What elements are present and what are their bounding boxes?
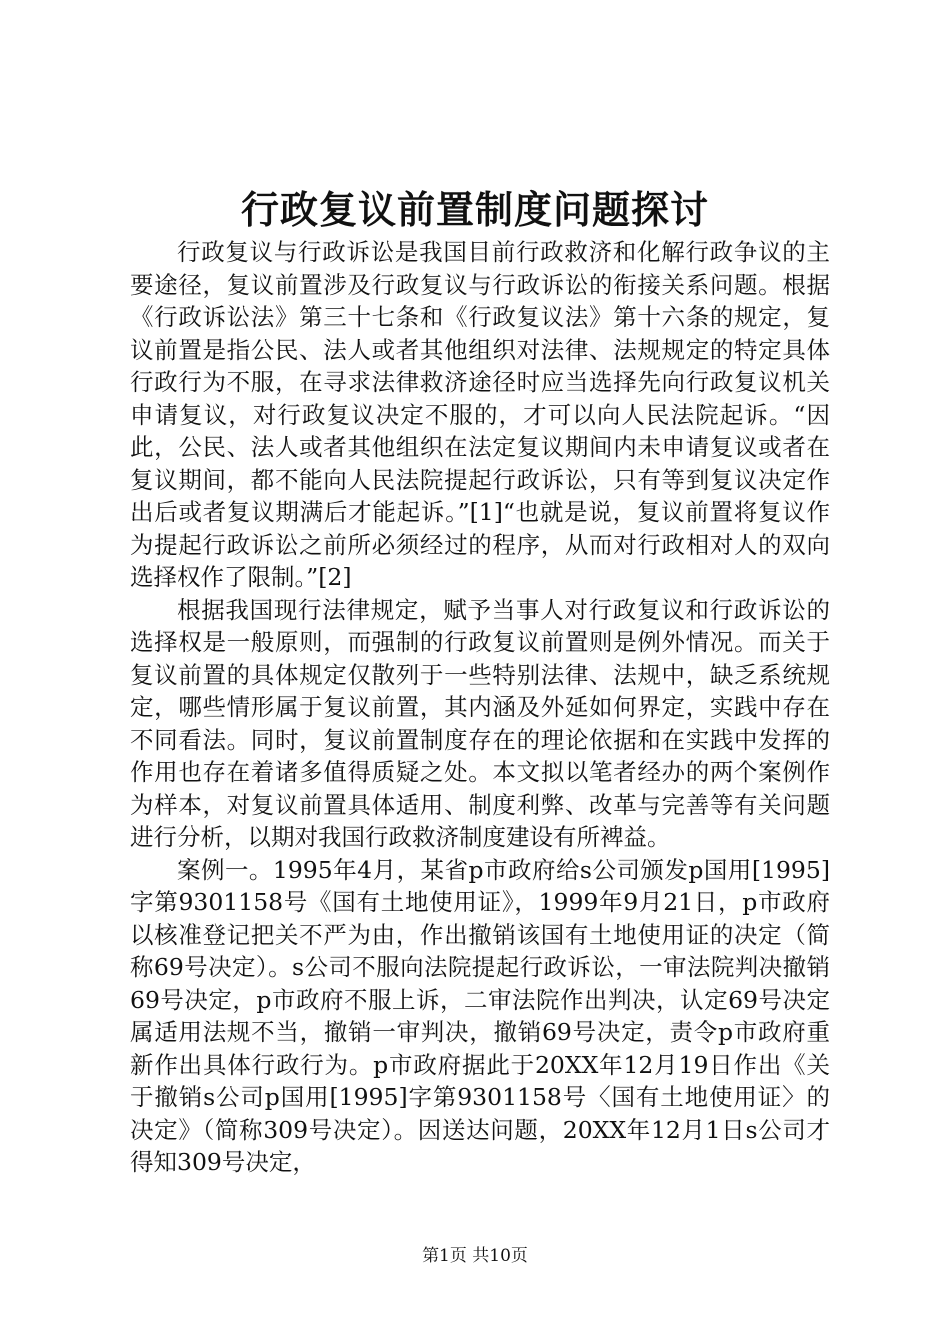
document-body xyxy=(130,236,830,1179)
paragraph-1: 行政复议与行政诉讼是我国目前行政救济和化解行政争议的主要途径，复议前置涉及行政复议与行政诉讼的衔接关系问题。根据《行政诉讼法》第三十七条和《行政复议法》第十六条的规定，复议前置是指公民、法人或者其他组织对法律、法规规定的特定具体行政行为不服，在寻求法律救济途径时应当选择先向行政复议机关申请复议，对行政复议决定不服的，才可以向人民法院起诉。“因此，公民、法人或者其他组织在法定复议期间内未申请复议或者在复议期间，都不能向人民法院提起行政诉讼，只有等到复议决定作出后或者复议期满后才能起诉。”[1]“也就是说，复议前置将复议作为提起行政诉讼之前所必须经过的程序，从而对行政相对人的双向选择权作了限制。”[2] xyxy=(130,238,830,591)
paragraph-3: 案例一。1995年4月，某省p市政府给s公司颁发p国用[1995]字第9301158号《国有土地使用证》，1999年9月21日，p市政府以核准登记把关不严为由，作出撤销该国有土地使用证的决定（简称69号决定）。s公司不服向法院提起行政诉讼，一审法院判决撤销69号决定，p市政府不服上诉，二审法院作出判决，认定69号决定属适用法规不当，撤销一审判决，撤销69号决定，责令p市政府重新作出具体行政行为。p市政府据此于20XX年12月19日作出《关于撤销s公司p国用[1995]字第9301158号〈国有土地使用证〉的决定》（简称309号决定）。因送达问题，20XX年12月1日s公司才得知309号决定， xyxy=(130,855,830,1176)
page-footer: 第1页 共10页 xyxy=(422,1246,528,1266)
paragraph-2: 根据我国现行法律规定，赋予当事人对行政复议和行政诉讼的选择权是一般原则，而强制的行政复议前置则是例外情况。而关于复议前置的具体规定仅散列于一些特别法律、法规中，缺乏系统规定，哪些情形属于复议前置，其内涵及外延如何界定，实践中存在不同看法。同时，复议前置制度存在的理论依据和在实践中发挥的作用也存在着诸多值得质疑之处。本文拟以笔者经办的两个案例作为样本，对复议前置具体适用、制度利弊、改革与完善等有关问题进行分析，以期对我国行政救济制度建设有所裨益。 xyxy=(130,595,830,851)
document-title: 行政复议前置制度问题探讨 xyxy=(240,187,709,232)
